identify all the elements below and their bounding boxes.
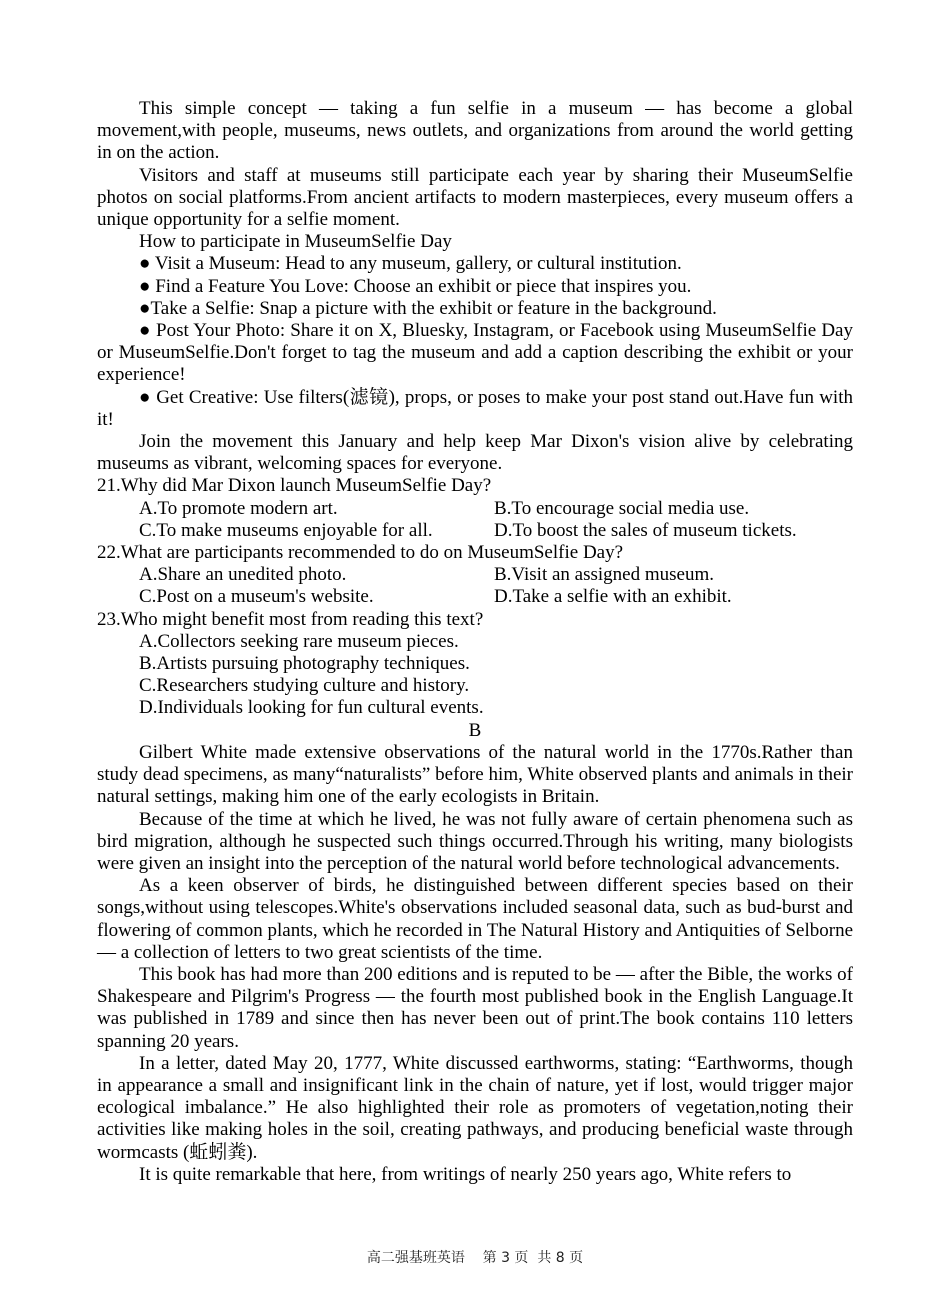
bullet-item: ● Post Your Photo: Share it on X, Bluesky, Instagram, or Facebook using MuseumSelfie Day or MuseumSelfie.Don't forget to tag the museum and add a caption describing the exhibit or your experience!: [97, 320, 853, 386]
option-a: A.To promote modern art.: [139, 497, 338, 519]
question-22-options-row-1: [97, 564, 853, 586]
paragraph: It is quite remarkable that here, from writings of nearly 250 years ago, White refers to: [139, 1163, 792, 1185]
document-page: [97, 98, 853, 1186]
paragraph: Visitors and staff at museums still participate each year by sharing their MuseumSelfie photos on social platforms.From ancient artifacts to modern masterpieces, every museum offers a unique opportunity for a selfie moment.: [97, 164, 853, 231]
option-b: B.To encourage social media use.: [494, 497, 750, 519]
question-23-stem: 23.Who might benefit most from reading this text?: [97, 608, 484, 630]
paragraph: Join the movement this January and help keep Mar Dixon's vision alive by celebrating museums as vibrant, welcoming spaces for everyone.: [97, 431, 853, 475]
section-heading: B: [468, 719, 482, 741]
option-b: B.Artists pursuing photography techniques.: [139, 653, 470, 675]
paragraph: This simple concept — taking a fun selfie in a museum — has become a global movement,with people, museums, news outlets, and organizations from around the world getting in on the action.: [97, 98, 853, 164]
paragraph: In a letter, dated May 20, 1777, White discussed earthworms, stating: “Earthworms, though in appearance a small and insignificant link in the chain of nature, yet if lost, would trigger major ecological imbalance.” He also highlighted their role as promoters of vegetation,noting their activities like making holes in the soil, creating pathways, and producing beneficial waste through wormcasts (蚯蚓粪).: [97, 1052, 853, 1163]
paragraph: Gilbert White made extensive observations of the natural world in the 1770s.Rather than study dead specimens, as many“naturalists” before him, White observed plants and animals in their natural settings, making him one of the early ecologists in Britain.: [97, 741, 853, 808]
page-footer: 高二强基班英语 第 3 页 共 8 页: [366, 1250, 584, 1266]
option-b: B.Visit an assigned museum.: [494, 564, 714, 586]
bullet-item: ● Visit a Museum: Head to any museum, gallery, or cultural institution.: [139, 253, 682, 275]
option-d: D.Take a selfie with an exhibit.: [494, 586, 732, 608]
bullet-item: ● Get Creative: Use filters(滤镜), props, or poses to make your post stand out.Have fun with it!: [97, 386, 853, 430]
option-c: C.Researchers studying culture and history.: [139, 675, 470, 697]
question-21-stem: 21.Why did Mar Dixon launch MuseumSelfie Day?: [97, 475, 492, 497]
option-a: A.Share an unedited photo.: [139, 564, 347, 586]
question-21-options-row-1: [97, 498, 853, 520]
paragraph: Because of the time at which he lived, he was not fully aware of certain phenomena such as bird migration, although he suspected such things occurred.Through his writing, many biologists were given an insight into the perception of the natural world before technological advancements.: [97, 808, 853, 874]
option-c: C.To make museums enjoyable for all.: [139, 519, 433, 541]
paragraph: This book has had more than 200 editions and is reputed to be — after the Bible, the works of Shakespeare and Pilgrim's Progress — the fourth most published book in the English Language.It was published in 1789 and since then has never been out of print.The book contains 110 letters spanning 20 years.: [97, 963, 853, 1052]
option-a: A.Collectors seeking rare museum pieces.: [139, 630, 459, 652]
bullet-item: ● Find a Feature You Love: Choose an exhibit or piece that inspires you.: [139, 275, 692, 297]
question-22-stem: 22.What are participants recommended to do on MuseumSelfie Day?: [97, 542, 624, 564]
question-22-options-row-2: [97, 586, 853, 608]
question-21-options-row-2: [97, 520, 853, 542]
bullet-item: ●Take a Selfie: Snap a picture with the exhibit or feature in the background.: [139, 297, 717, 319]
option-d: D.Individuals looking for fun cultural events.: [139, 697, 484, 719]
paragraph: As a keen observer of birds, he distinguished between different species based on their songs,without using telescopes.White's observations included seasonal data, such as bud-burst and flowering of common plants, which he recorded in The Natural History and Antiquities of Selborne — a collection of letters to two great scientists of the time.: [97, 875, 853, 963]
option-c: C.Post on a museum's website.: [139, 586, 374, 608]
option-d: D.To boost the sales of museum tickets.: [494, 519, 797, 541]
list-heading: How to participate in MuseumSelfie Day: [139, 231, 452, 253]
